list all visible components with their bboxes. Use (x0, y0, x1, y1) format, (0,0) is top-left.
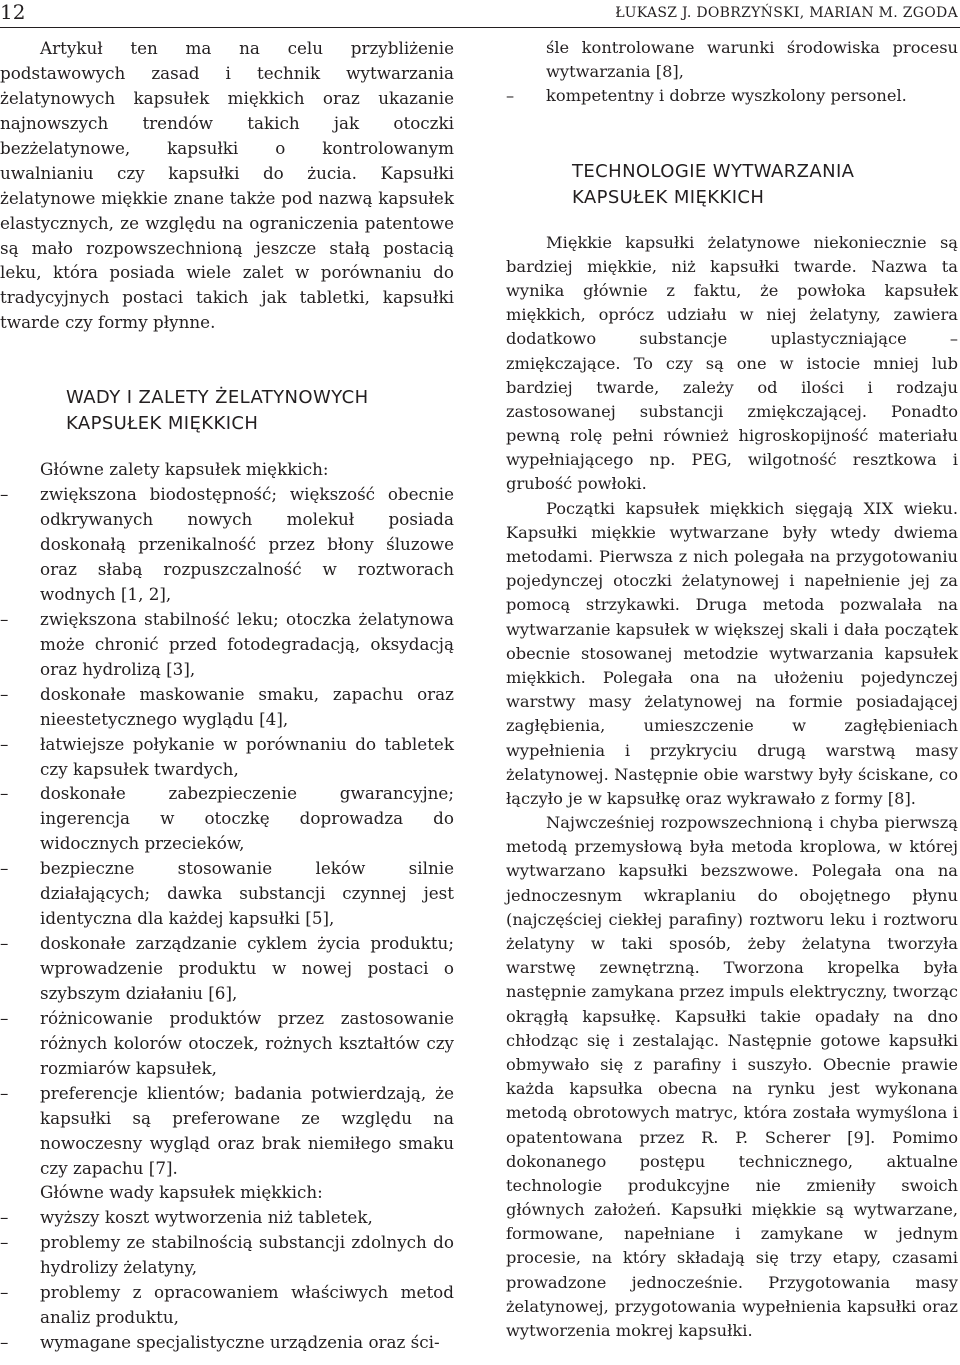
left-column (0, 36, 454, 1355)
heading-line: WADY I ZALETY ŻELATYNOWYCH (66, 387, 369, 409)
list-item: – problemy z opracowaniem właściwych metod analiz produktu, (0, 1280, 454, 1330)
section-gap (506, 109, 958, 159)
heading-line: KAPSUŁEK MIĘKKICH (66, 413, 259, 435)
list-continuation: śle kontrolowane warunki środowiska procesu wytwarzania [8], (546, 38, 958, 82)
body-paragraph: Najwcześniej rozpowszechnioną i chyba pierwszą metodą przemysłową była metoda kroplowa, w której wytwarzano kapsułki bezszwowe. Polegała ona na jednoczesnym wkraplaniu do obojętnego płynu (najczęściej ciekłej parafiny) roztworu leku i roztworu żelatyny w taki sposób, żeby żelatyna tworzyła warstwę zewnętrzną. Tworzona kropelka była następnie zamykana przez impuls elektryczny, tworząc okrągłą kapsułkę. Kapsułki takie opadały na dno chłodząc się i zestalając. Następnie gotowe kapsułki obmywało się z parafiny i suszyło. Obecnie prawie każda kapsułka obecna na rynku jest wykonana metodą obrotowych matryc, która została wymyślona i opatentowana przez R. P. Scherer [9]. Pomimo dokonanego postępu technicznego, aktualne technologie produkcyjne nie zmieniły swoich głównych założeń. Kapsułki miękkie są wytwarzane, formowane, napełniane i zamykane w jednym procesie, na który składają się trzy etapy, czasami prowadzone jednocześnie. Przygotowania masy żelatynowej, przygotowania wypełnienia kapsułki oraz wytworzenia mokrej kapsułki. (506, 813, 959, 1340)
list-item: – wyższy koszt wytworzenia niż tabletek, (0, 1205, 454, 1230)
advantages-list (0, 482, 454, 1180)
running-head-authors: ŁUKASZ J. DOBRZYŃSKI, MARIAN M. ZGODA (615, 5, 958, 21)
list-item: – kompetentny i dobrze wyszkolony personel. (506, 84, 958, 108)
page-header (0, 0, 960, 26)
list-item: – doskonałe zabezpieczenie gwarancyjne; ingerencja w otoczkę doprowadza do widocznych przecieków, (0, 781, 454, 856)
heading-line: KAPSUŁEK MIĘKKICH (572, 186, 765, 208)
body-paragraph: Miękkie kapsułki żelatynowe niekoniecznie są bardziej miękkie, niż kapsułki twarde. Nazwa ta wynika głównie z faktu, że powłoka kapsułek miękkich, oprócz udziału w niej żelatyny, zawiera dodatkowo substancje uplastyczniające – zmiękczające. To czy są one w istocie mniej lub bardziej twarde, zależy od ilości i rodzaju zastosowanej substancji zmiękczającej. Ponadto pewną rolę pełni również higroskopijność materiału wypełniającego np. PEG, wilgotność resztkowa i grubość powłoki. (506, 232, 958, 494)
list-item: – zwiększona biodostępność; większość obecnie odkrywanych nowych molekuł posiada doskonałą przenikalność przez błony śluzowe oraz słabą rozpuszczalność w roztworach wodnych [1, 2], (0, 482, 454, 607)
list-item: – różnicowanie produktów przez zastosowanie różnych kolorów otoczek, rożnych kształtów czy rozmiarów kapsułek, (0, 1006, 454, 1081)
header-rule (0, 27, 960, 28)
intro-paragraph: Artykuł ten ma na celu przybliżenie podstawowych zasad i technik wytwarzania żelatynowych kapsułek miękkich oraz ukazanie najnowszych trendów takich jak otoczki bezżelatynowe, kapsułki o kontrolowanym uwalnianiu czy kapsułki do żucia. Kapsułki żelatynowe miękkie znane także pod nazwą kapsułek elastycznych, ze względu na ograniczenia patentowe są mało rozpowszechnioną jeszcze stałą postacią leku, która posiada wiele zalet w porównaniu do tradycyjnych postaci takich jak tabletki, kapsułki twarde czy formy płynne. (0, 38, 454, 333)
page-number: 12 (0, 0, 26, 24)
disadvantages-intro: Główne wady kapsułek miękkich: (40, 1182, 323, 1203)
body-paragraph: Początki kapsułek miękkich sięgają XIX wieku. Kapsułki miękkie wytwarzane były wtedy dwiema metodami. Pierwsza z nich polegała na przygotowaniu pojedynczej otoczki żelatynowej i napełnienie jej za pomocą strzykawki. Druga metoda pozwalała na wytwarzanie kapsułek w większej skali i dała początek obecnie stosowanej metodzie wytwarzania kapsułek miękkich. Polegała ona na ułożeniu pojedynczej warstwy masy żelatynowej na formie posiadającej zagłębienia, umieszczenie w zagłębieniach wypełnienia i przykryciu drugą warstwą masy żelatynowej. Następnie obie warstwy były ściskane, co łączyło je w kapsułkę oraz wykrawało z formy [8]. (506, 498, 958, 808)
advantages-intro: Główne zalety kapsułek miękkich: (40, 459, 329, 480)
section-gap (0, 437, 454, 457)
section-heading-technologies (506, 159, 958, 211)
list-item: – doskonałe zarządzanie cyklem życia produktu; wprowadzenie produktu w nowej postaci o szybszym działaniu [6], (0, 931, 454, 1006)
disadvantages-list (0, 1205, 454, 1355)
list-item: – doskonałe maskowanie smaku, zapachu oraz nieestetycznego wyglądu [4], (0, 682, 454, 732)
heading-line: TECHNOLOGIE WYTWARZANIA (572, 160, 855, 182)
list-item: – zwiększona stabilność leku; otoczka żelatynowa może chronić przed fotodegradacją, oksydacją oraz hydrolizą [3], (0, 607, 454, 682)
list-item: – wymagane specjalistyczne urządzenia oraz ści- (0, 1330, 454, 1355)
list-item: – łatwiejsze połykanie w porównaniu do tabletek czy kapsułek twardych, (0, 732, 454, 782)
list-item: – bezpieczne stosowanie leków silnie działających; dawka substancji czynnej jest identyczna dla każdej kapsułki [5], (0, 856, 454, 931)
list-end (506, 84, 958, 108)
right-column (506, 36, 958, 1343)
section-heading-pros-cons (0, 385, 454, 437)
list-item: – problemy ze stabilnością substancji zdolnych do hydrolizy żelatyny, (0, 1230, 454, 1280)
list-item: – preferencje klientów; badania potwierdzają, że kapsułki są preferowane ze względu na nowoczesny wygląd oraz brak niemiłego smaku czy zapachu [7]. (0, 1081, 454, 1181)
section-gap (0, 335, 454, 385)
section-gap (506, 211, 958, 231)
